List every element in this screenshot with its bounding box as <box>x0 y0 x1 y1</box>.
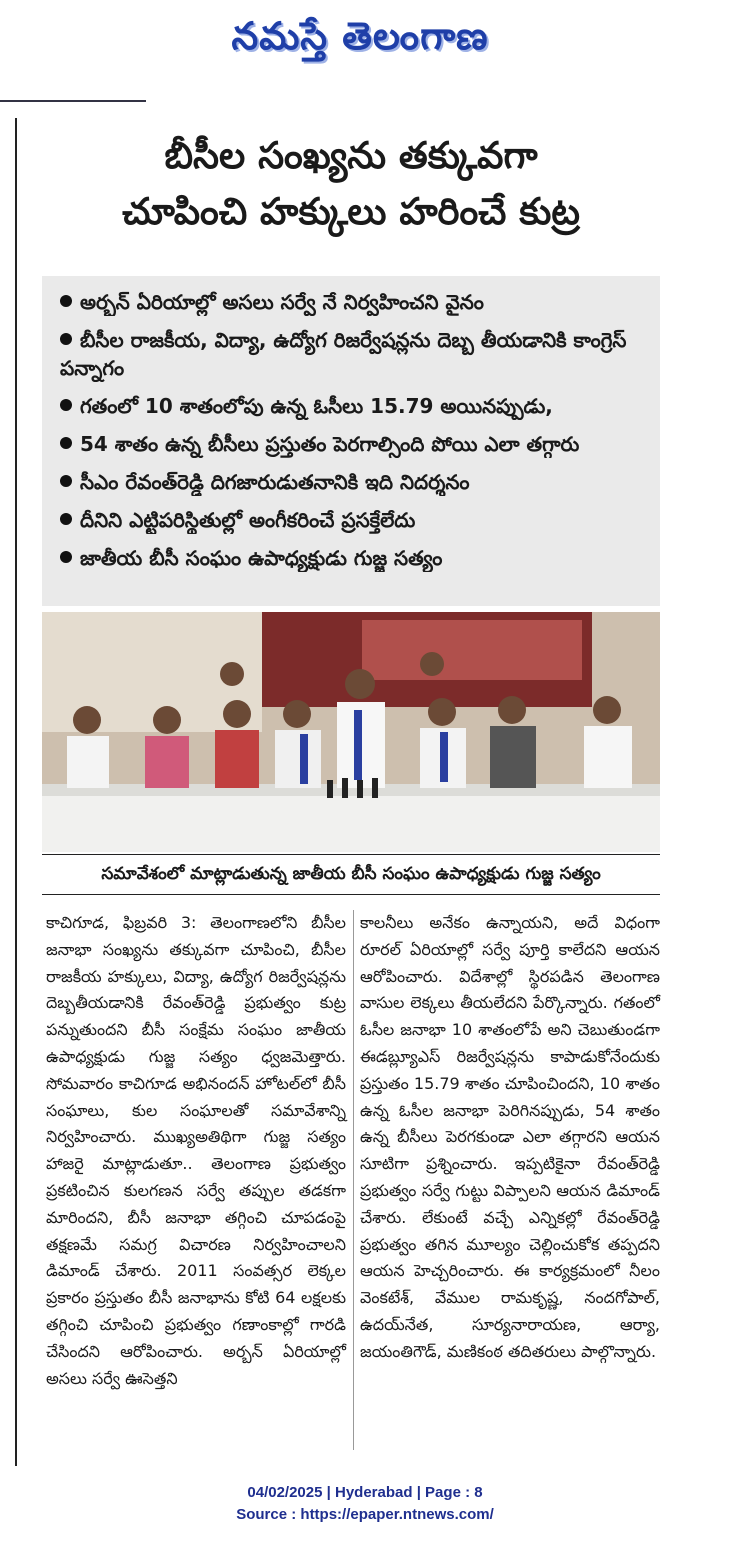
headline-line-1: బీసీల సంఖ్యను తక్కువగా <box>164 134 538 177</box>
bullet-icon <box>60 333 72 345</box>
highlights-box <box>42 276 660 606</box>
masthead-logo: నమస్తే తెలంగాణ <box>231 13 489 58</box>
article-text: కాలనీలు అనేకం ఉన్నాయని, అదే విధంగా రూరల్ ఏరియాల్లో సర్వే పూర్తి కాలేదని ఆయన ఆరోపించారు. విదేశాల్లో స్థిరపడిన తెలంగాణ వాసుల లెక్కలు తీయలేదని పేర్కొన్నారు. గతంలో ఓసీల జనాభా 10 శాతంలోపే అని చెబుతుండగా ఈడబ్ల్యూఎస్ రిజర్వేషన్లను కాపాడుకోనేందుకు ప్రస్తుతం 15.79 శాతం చూపించిందని, 10 శాతం ఉన్న ఓసీల జనాభా పెరిగినప్పుడు, 54 శాతం ఉన్న బీసీలు పెరగకుండా ఎలా తగ్గారని ఆయన సూటిగా ప్రశ్నించారు. ఇప్పటికైనా రేవంత్‌రెడ్డి ప్రభుత్వం సర్వే గుట్టు విప్పాలని ఆయన డిమాండ్ చేశారు. లేకుంటే వచ్చే ఎన్నికల్లో రేవంత్‌రెడ్డి ప్రభుత్వం తగిన మూల్యం చెల్లించుకోక తప్పదని ఆయన హెచ్చరించారు. ఈ కార్యక్రమంలో నీలం వెంకటేశ్, వేముల రామకృష్ణ, నందగోపాల్, ఉదయ్‌నేత, సూర్యనారాయణ, ఆర్యా, జయంతిగౌడ్, మణికంఠ తదితరులు పాల్గొన్నారు. <box>360 913 660 1361</box>
caption-top-rule <box>42 854 660 855</box>
dateline: 04/02/2025 | Hyderabad | Page : 8 <box>247 1484 483 1501</box>
caption-bottom-rule <box>42 894 660 895</box>
source-link[interactable]: Source : https://epaper.ntnews.com/ <box>236 1506 494 1523</box>
highlight-item: గతంలో 10 శాతంలోపు ఉన్న ఓసీలు 15.79 అయినప్పుడు, <box>60 392 646 420</box>
highlight-item: అర్బన్ ఏరియాల్లో అసలు సర్వే నే నిర్వహించని వైనం <box>60 288 646 316</box>
highlight-item: 54 శాతం ఉన్న బీసీలు ప్రస్తుతం పెరగాల్సింది పోయి ఎలా తగ్గారు <box>60 430 646 458</box>
bullet-icon <box>60 437 72 449</box>
photo-caption: సమావేశంలో మాట్లాడుతున్న జాతీయ బీసీ సంఘం ఉపాధ్యక్షుడు గుజ్జ సత్యం <box>101 864 601 884</box>
headline <box>40 128 662 240</box>
article-text: కాచిగూడ, ఫిబ్రవరి 3: తెలంగాణలోని బీసీల జనాభా సంఖ్యను తక్కువగా చూపించి, బీసీల రాజకీయ హక్కులు, విద్యా, ఉద్యోగ రిజర్వేషన్లను దెబ్బతీయడానికి రేవంత్‌రెడ్డి ప్రభుత్వం కుట్ర పన్నుతుందని బీసీ సంక్షేమ సంఘం జాతీయ ఉపాధ్యక్షుడు గుజ్జ సత్యం ధ్వజమెత్తారు. సోమవారం కాచిగూడ అభినందన్ హోటల్‌లో బీసీ సంఘాలు, కుల సంఘాలతో సమావేశాన్ని నిర్వహించారు. ముఖ్యఅతిథిగా గుజ్జ సత్యం హాజరై మాట్లాడుతూ.. తెలంగాణ ప్రభుత్వం ప్రకటించిన కులగణన సర్వే తప్పుల తడకగా మారిందని, బీసీ జనాభా తగ్గించి చూపడంపై తక్షణమే సమగ్ర విచారణ నిర్వహించాలని డిమాండ్ చేశారు. 2011 సంవత్సర లెక్కల ప్రకారం ప్రస్తుతం బీసీ జనాభాను కోటి 64 లక్షలకు తగ్గించి చూపించి ప్రభుత్వం గణాంకాల్లో గారడి చేసిందని ఆరోపించారు. అర్బన్ ఏరియాల్లో అసలు సర్వే ఊసెత్తని <box>46 913 346 1388</box>
column-divider <box>353 910 354 1450</box>
press-meet-illustration <box>42 612 660 852</box>
article-column-2 <box>360 910 660 1366</box>
highlight-item: బీసీల రాజకీయ, విద్యా, ఉద్యోగ రిజర్వేషన్లను దెబ్బ తీయడానికి కాంగ్రెస్ పన్నాగం <box>60 328 627 380</box>
masthead-divider <box>0 100 146 102</box>
highlight-item: సీఎం రేవంత్‌రెడ్డి దిగజారుడుతనానికి ఇది నిదర్శనం <box>60 468 646 496</box>
highlight-item: దీనిని ఎట్టిపరిస్థితుల్లో అంగీకరించే ప్రసక్తేలేదు <box>60 506 646 534</box>
bullet-icon <box>60 295 72 307</box>
headline-line-2: చూపించి హక్కులు హరించే కుట్ర <box>122 190 580 233</box>
bullet-icon <box>60 551 72 563</box>
bullet-icon <box>60 399 72 411</box>
highlight-item: జాతీయ బీసీ సంఘం ఉపాధ్యక్షుడు గుజ్జ సత్యం <box>60 544 646 572</box>
bullet-icon <box>60 513 72 525</box>
bullet-icon <box>60 475 72 487</box>
press-meet-photo <box>42 612 660 852</box>
article-column-1 <box>46 910 346 1392</box>
page-left-border <box>15 118 17 1466</box>
